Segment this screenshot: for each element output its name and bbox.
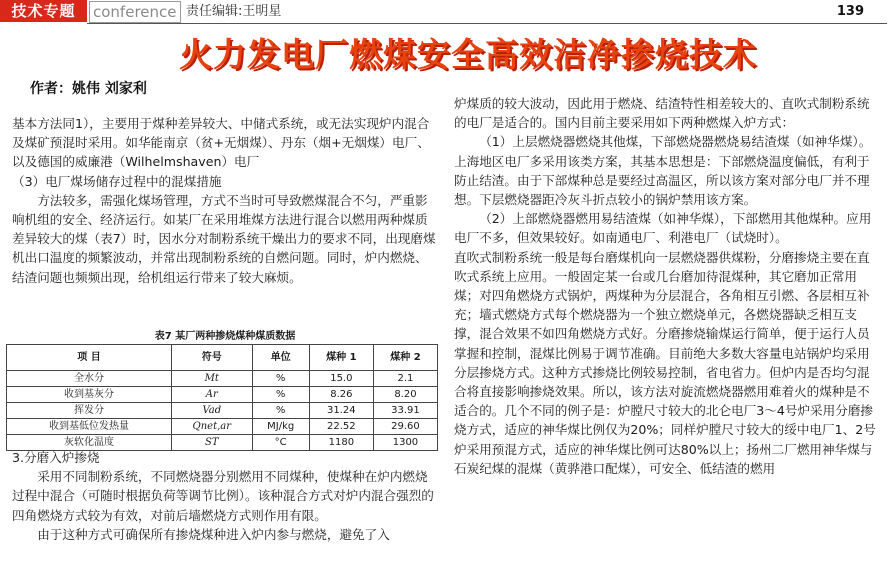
table-cell: %: [252, 403, 309, 419]
paragraph: （1）上层燃烧器燃烧其他煤，下部燃烧器燃烧易结渣煤（如神华煤）。上海地区电厂多采用该类方案，其基本思想是：下部燃烧温度偏低，有利于防止结渣。由于下部煤种总是要经过高温区，所以该方案对部分电厂并不理想。下层燃烧器距冷灰斗折点较小的锅炉禁用该方案。: [454, 134, 872, 208]
table-cell: Qnet,ar: [172, 419, 252, 435]
subheading: （3）电厂煤场储存过程中的混煤措施: [12, 173, 222, 189]
subheading: 3.分磨入炉掺烧: [12, 450, 100, 465]
table-cell: 29.60: [373, 419, 437, 435]
paragraph: 基本方法同1），主要用于煤种差异较大、中储式系统，或无法实现炉内混合及煤矿预混时采用。如华能南京（贫+无烟煤）、丹东（烟+无烟煤）电厂、以及德国的威廉港（Wilhelmshaven）电厂: [12, 116, 430, 170]
table-cell: 1180: [309, 435, 373, 451]
section-label: conference: [89, 1, 181, 23]
table-header-cell: 项 目: [7, 345, 172, 371]
table-cell: 全水分: [7, 371, 172, 387]
paragraph: 采用不同制粉系统，不同燃烧器分别燃用不同煤种，使煤种在炉内燃烧过程中混合（可随时根据负荷等调节比例）。该种混合方式对炉内混合强烈的四角燃烧方式较为有效，对前后墙燃烧方式则作用有限。: [12, 469, 434, 523]
table-header-cell: 单位: [252, 345, 309, 371]
table-header-cell: 煤种 1: [309, 345, 373, 371]
table-cell: °C: [252, 435, 309, 451]
table-cell: 31.24: [309, 403, 373, 419]
table-cell: 灰软化温度: [7, 435, 172, 451]
table-row: [7, 403, 438, 419]
table-cell: ST: [172, 435, 252, 451]
table-row: [7, 371, 438, 387]
table-cell: 1300: [373, 435, 437, 451]
left-column: [12, 114, 438, 287]
table-cell: Vad: [172, 403, 252, 419]
table-header-cell: 符号: [172, 345, 252, 371]
header-rule: [87, 23, 887, 24]
table-cell: 8.20: [373, 387, 437, 403]
left-column-lower: [12, 448, 438, 544]
paragraph: 由于这种方式可确保所有掺烧煤种进入炉内参与燃烧，避免了入: [37, 526, 390, 542]
right-column: [454, 94, 878, 478]
editor-credit: 责任编辑:王明星: [186, 4, 282, 19]
table-cell: 15.0: [309, 371, 373, 387]
paragraph: 直吹式制粉系统一般是每台磨煤机向一层燃烧器供煤粉，分磨掺烧主要在直吹式系统上应用。一般固定某一台或几台磨加待混煤种，其它磨加正常用煤；对四角燃烧方式锅炉，两煤种为分层混合，各角相互引燃、各层相互补充；墙式燃烧方式每个燃烧器为一个独立燃烧单元，各燃烧器缺乏相互支撑，混合效果不如四角燃烧方式好。分磨掺烧输煤运行简单，便于运行人员掌握和控制，混煤比例易于调节准确。目前绝大多数大容量电站锅炉均采用分层掺烧方式。这种方式掺烧比例较易控制，省电省力。但炉内是否均匀混合将直接影响掺烧效果。所以，该方法对旋流燃烧器燃用难着火的煤种是不适合的。几个不同的例子是：炉膛尺寸较大的北仑电厂3～4号炉采用分磨掺烧方式，适应的神华煤比例仅为20%；同样炉膛尺寸较大的绥中电厂1、2号炉采用预混方式，适应的神华煤比例可达80%以上；扬州二厂燃用神华煤与石炭纪煤的混煤（黄骅港口配煤），可安全、低结渣的燃用: [454, 249, 876, 476]
coal-quality-table: [6, 344, 438, 451]
table-cell: 8.26: [309, 387, 373, 403]
page-header: [0, 0, 888, 24]
table-cell: 2.1: [373, 371, 437, 387]
table-cell: 收到基灰分: [7, 387, 172, 403]
article-title: 火力发电厂燃煤安全高效洁净掺烧技术: [179, 35, 757, 74]
table-row: [7, 419, 438, 435]
page-number: 139: [836, 4, 864, 19]
paragraph: （2）上部燃烧器燃用易结渣煤（如神华煤），下部燃用其他煤种。应用电厂不多，但效果较好。如南通电厂、利港电厂（试烧时）。: [454, 211, 872, 246]
table-cell: 33.91: [373, 403, 437, 419]
table-cell: MJ/kg: [252, 419, 309, 435]
column-tag: 技术专题: [0, 0, 87, 22]
article-authors: 作者：姚伟 刘家利: [30, 81, 147, 97]
paragraph: 方法较多，需强化煤场管理，方式不当时可导致燃煤混合不匀，严重影响机组的安全、经济运行。如某厂在采用堆煤方法进行混合以燃用两种煤质差异较大的煤（表7）时，因水分对制粉系统干燥出力的要求不同，出现磨煤机出口温度的频繁波动，并常出现制粉系统的自燃问题。同时，炉内燃烧、结渣问题也频频出现，给机组运行带来了较大麻烦。: [12, 192, 436, 285]
table-row: [7, 387, 438, 403]
table-cell: 收到基低位发热量: [7, 419, 172, 435]
table-cell: %: [252, 387, 309, 403]
table-cell: 挥发分: [7, 403, 172, 419]
table-cell: 22.52: [309, 419, 373, 435]
table-cell: %: [252, 371, 309, 387]
table-cell: Ar: [172, 387, 252, 403]
table-header-row: [7, 345, 438, 371]
paragraph: 炉煤质的较大波动，因此用于燃烧、结渣特性相差较大的、直吹式制粉系统的电厂是适合的。国内目前主要采用如下两种燃煤入炉方式：: [454, 96, 870, 131]
table-cell: Mt: [172, 371, 252, 387]
table-caption: 表7 某厂两种掺烧煤种煤质数据: [154, 331, 296, 342]
table-header-cell: 煤种 2: [373, 345, 437, 371]
